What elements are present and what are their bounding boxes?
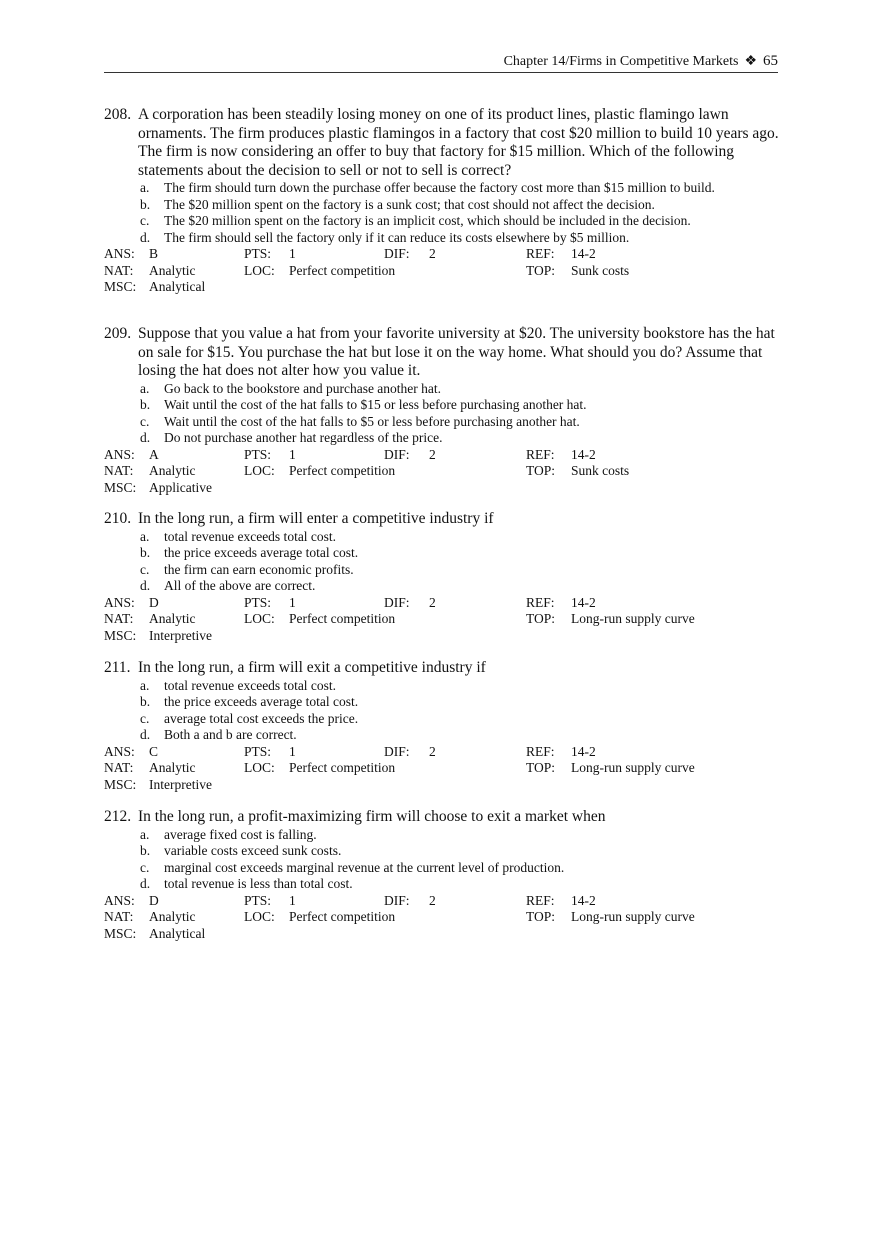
question-stem bbox=[104, 325, 784, 381]
choice-letter: c. bbox=[140, 710, 150, 726]
choice-list bbox=[104, 180, 784, 246]
meta-row-ans bbox=[104, 595, 784, 612]
question-text: In the long run, a firm will enter a competitive industry if bbox=[138, 510, 494, 527]
choice-text: the firm can earn economic profits. bbox=[164, 561, 354, 577]
question-metadata bbox=[104, 744, 784, 794]
top-value: Sunk costs bbox=[571, 463, 630, 479]
loc-value: Perfect competition bbox=[289, 262, 396, 278]
choice-text: Go back to the bookstore and purchase another hat. bbox=[164, 380, 442, 396]
question-stem bbox=[104, 659, 784, 678]
loc-label: LOC: bbox=[244, 611, 275, 627]
choice-a bbox=[104, 827, 784, 844]
choice-letter: a. bbox=[140, 528, 150, 544]
meta-row-nat bbox=[104, 611, 784, 628]
meta-row-ans bbox=[104, 744, 784, 761]
loc-value: Perfect competition bbox=[289, 463, 396, 479]
choice-d bbox=[104, 430, 784, 447]
choice-letter: b. bbox=[140, 694, 151, 709]
diamond-ornament-icon: ❖ bbox=[744, 54, 757, 69]
nat-label: NAT: bbox=[104, 909, 134, 925]
choice-d bbox=[104, 578, 784, 595]
msc-value: Applicative bbox=[149, 479, 212, 495]
msc-label: MSC: bbox=[104, 279, 137, 295]
meta-row-msc bbox=[104, 279, 784, 296]
ans-value: A bbox=[149, 446, 159, 462]
dif-value: 2 bbox=[429, 246, 436, 261]
dif-label: DIF: bbox=[384, 892, 410, 908]
msc-label: MSC: bbox=[104, 776, 137, 792]
question-stem bbox=[104, 808, 784, 827]
pts-label: PTS: bbox=[244, 892, 272, 908]
choice-a bbox=[104, 529, 784, 546]
msc-value: Analytical bbox=[149, 925, 206, 941]
meta-row-nat bbox=[104, 463, 784, 480]
choice-b bbox=[104, 397, 784, 414]
choice-c bbox=[104, 213, 784, 230]
choice-text: Do not purchase another hat regardless of the price. bbox=[164, 430, 443, 445]
choice-text: total revenue exceeds total cost. bbox=[164, 528, 337, 544]
question-212 bbox=[104, 808, 784, 942]
ref-value: 14-2 bbox=[571, 743, 596, 759]
choice-letter: c. bbox=[140, 413, 150, 429]
choice-b bbox=[104, 843, 784, 860]
choice-text: The firm should sell the factory only if it can reduce its costs elsewhere by $5 million. bbox=[164, 229, 630, 245]
dif-label: DIF: bbox=[384, 594, 410, 610]
top-label: TOP: bbox=[526, 909, 556, 925]
question-208 bbox=[104, 106, 784, 296]
dif-value: 2 bbox=[429, 892, 436, 908]
dif-label: DIF: bbox=[384, 446, 410, 462]
ref-label: REF: bbox=[526, 743, 555, 759]
dif-value: 2 bbox=[429, 743, 436, 759]
pts-value: 1 bbox=[289, 594, 296, 610]
nat-value: Analytic bbox=[149, 262, 196, 278]
choice-letter: b. bbox=[140, 196, 151, 212]
ans-label: ANS: bbox=[104, 743, 135, 759]
loc-value: Perfect competition bbox=[289, 909, 396, 925]
choice-text: Both a and b are correct. bbox=[164, 727, 297, 742]
nat-label: NAT: bbox=[104, 611, 134, 627]
pts-value: 1 bbox=[289, 892, 296, 908]
choice-list bbox=[104, 381, 784, 447]
ans-label: ANS: bbox=[104, 892, 135, 908]
choice-d bbox=[104, 230, 784, 247]
choice-letter: b. bbox=[140, 397, 151, 412]
top-label: TOP: bbox=[526, 760, 556, 776]
meta-row-ans bbox=[104, 447, 784, 464]
choice-text: Wait until the cost of the hat falls to $15 or less before purchasing another hat. bbox=[164, 397, 587, 412]
nat-label: NAT: bbox=[104, 262, 134, 278]
choice-text: total revenue is less than total cost. bbox=[164, 876, 353, 891]
meta-row-ans bbox=[104, 893, 784, 910]
choice-text: average total cost exceeds the price. bbox=[164, 710, 359, 726]
msc-value: Analytical bbox=[149, 279, 206, 295]
pts-value: 1 bbox=[289, 246, 296, 261]
choice-text: All of the above are correct. bbox=[164, 578, 316, 593]
top-value: Sunk costs bbox=[571, 262, 630, 278]
pts-label: PTS: bbox=[244, 446, 272, 462]
choice-c bbox=[104, 860, 784, 877]
choice-letter: c. bbox=[140, 213, 150, 228]
pts-label: PTS: bbox=[244, 246, 272, 261]
choice-list bbox=[104, 827, 784, 893]
choice-text: average fixed cost is falling. bbox=[164, 826, 317, 842]
msc-value: Interpretive bbox=[149, 776, 212, 792]
meta-row-nat bbox=[104, 263, 784, 280]
nat-value: Analytic bbox=[149, 463, 196, 479]
question-text: In the long run, a profit-maximizing firm will choose to exit a market when bbox=[138, 808, 606, 825]
dif-label: DIF: bbox=[384, 743, 410, 759]
question-stem bbox=[104, 510, 784, 529]
msc-label: MSC: bbox=[104, 479, 137, 495]
ans-label: ANS: bbox=[104, 446, 135, 462]
choice-b bbox=[104, 197, 784, 214]
pts-value: 1 bbox=[289, 446, 296, 462]
question-number: 210. bbox=[104, 510, 132, 527]
nat-label: NAT: bbox=[104, 463, 134, 479]
meta-row-nat bbox=[104, 760, 784, 777]
loc-value: Perfect competition bbox=[289, 760, 396, 776]
choice-text: The $20 million spent on the factory is an implicit cost, which should be included in the decision. bbox=[164, 213, 691, 228]
choice-c bbox=[104, 711, 784, 728]
ref-value: 14-2 bbox=[571, 594, 596, 610]
choice-letter: b. bbox=[140, 843, 151, 858]
ref-label: REF: bbox=[526, 246, 555, 261]
meta-row-msc bbox=[104, 628, 784, 645]
loc-label: LOC: bbox=[244, 760, 275, 776]
chapter-title: Chapter 14/Firms in Competitive Markets bbox=[503, 54, 739, 69]
header-rule bbox=[104, 72, 778, 73]
meta-row-msc bbox=[104, 777, 784, 794]
msc-label: MSC: bbox=[104, 627, 137, 643]
meta-row-msc bbox=[104, 926, 784, 943]
choice-c bbox=[104, 562, 784, 579]
page-number: 65 bbox=[763, 53, 778, 69]
ref-value: 14-2 bbox=[571, 246, 596, 261]
ref-value: 14-2 bbox=[571, 892, 596, 908]
question-number: 208. bbox=[104, 106, 132, 123]
top-value: Long-run supply curve bbox=[571, 909, 695, 925]
top-label: TOP: bbox=[526, 262, 556, 278]
pts-label: PTS: bbox=[244, 594, 272, 610]
choice-text: Wait until the cost of the hat falls to $5 or less before purchasing another hat. bbox=[164, 413, 580, 429]
choice-text: The firm should turn down the purchase offer because the factory cost more than $15 million to build. bbox=[164, 180, 715, 195]
ref-value: 14-2 bbox=[571, 446, 596, 462]
choice-c bbox=[104, 414, 784, 431]
meta-row-msc bbox=[104, 480, 784, 497]
choice-letter: a. bbox=[140, 380, 150, 396]
choice-letter: a. bbox=[140, 180, 150, 195]
pts-value: 1 bbox=[289, 743, 296, 759]
loc-label: LOC: bbox=[244, 262, 275, 278]
choice-letter: b. bbox=[140, 545, 151, 560]
dif-label: DIF: bbox=[384, 246, 410, 261]
question-metadata bbox=[104, 595, 784, 645]
choice-letter: d. bbox=[140, 229, 151, 245]
choice-a bbox=[104, 381, 784, 398]
choice-letter: d. bbox=[140, 876, 151, 891]
question-text: A corporation has been steadily losing money on one of its product lines, plastic flamingo lawn ornaments. The firm produces plastic flamingos in a factory that cost $20 million to build 10 years ago. The firm is now considering an offer to buy that factory for $15 million. Which of the following statements about the decision to sell or not to sell is correct? bbox=[138, 106, 779, 179]
question-metadata bbox=[104, 246, 784, 296]
choice-b bbox=[104, 545, 784, 562]
loc-label: LOC: bbox=[244, 463, 275, 479]
question-metadata bbox=[104, 893, 784, 943]
nat-value: Analytic bbox=[149, 909, 196, 925]
top-label: TOP: bbox=[526, 611, 556, 627]
choice-list bbox=[104, 529, 784, 595]
question-stem bbox=[104, 106, 784, 180]
dif-value: 2 bbox=[429, 446, 436, 462]
choice-letter: d. bbox=[140, 727, 151, 742]
choice-text: the price exceeds average total cost. bbox=[164, 694, 359, 709]
choice-letter: d. bbox=[140, 430, 151, 445]
ans-value: D bbox=[149, 594, 159, 610]
question-210 bbox=[104, 510, 784, 644]
ref-label: REF: bbox=[526, 594, 555, 610]
ref-label: REF: bbox=[526, 446, 555, 462]
pts-label: PTS: bbox=[244, 743, 272, 759]
choice-text: marginal cost exceeds marginal revenue at the current level of production. bbox=[164, 859, 565, 875]
choice-a bbox=[104, 180, 784, 197]
nat-value: Analytic bbox=[149, 611, 196, 627]
choice-letter: c. bbox=[140, 859, 150, 875]
question-number: 211. bbox=[104, 659, 131, 676]
loc-label: LOC: bbox=[244, 909, 275, 925]
choice-a bbox=[104, 678, 784, 695]
top-label: TOP: bbox=[526, 463, 556, 479]
ans-label: ANS: bbox=[104, 594, 135, 610]
choice-letter: d. bbox=[140, 578, 151, 593]
ans-value: D bbox=[149, 892, 159, 908]
question-209 bbox=[104, 325, 784, 496]
choice-letter: a. bbox=[140, 677, 150, 693]
meta-row-ans bbox=[104, 246, 784, 263]
dif-value: 2 bbox=[429, 594, 436, 610]
ref-label: REF: bbox=[526, 892, 555, 908]
choice-d bbox=[104, 727, 784, 744]
nat-value: Analytic bbox=[149, 760, 196, 776]
choice-letter: c. bbox=[140, 561, 150, 577]
choice-d bbox=[104, 876, 784, 893]
top-value: Long-run supply curve bbox=[571, 611, 695, 627]
choice-text: total revenue exceeds total cost. bbox=[164, 677, 337, 693]
ans-value: C bbox=[149, 743, 159, 759]
question-text: Suppose that you value a hat from your favorite university at $20. The university bookstore has the hat on sale for $15. You purchase the hat but lose it on the way home. What should you do? Assume that losing the hat does not alter how you value it. bbox=[138, 325, 775, 379]
ans-value: B bbox=[149, 246, 159, 261]
question-text: In the long run, a firm will exit a competitive industry if bbox=[138, 659, 486, 676]
choice-text: the price exceeds average total cost. bbox=[164, 545, 359, 560]
page-header bbox=[104, 52, 778, 71]
meta-row-nat bbox=[104, 909, 784, 926]
choice-text: The $20 million spent on the factory is a sunk cost; that cost should not affect the decision. bbox=[164, 196, 655, 212]
question-number: 212. bbox=[104, 808, 132, 825]
question-metadata bbox=[104, 447, 784, 497]
loc-value: Perfect competition bbox=[289, 611, 396, 627]
msc-value: Interpretive bbox=[149, 627, 212, 643]
nat-label: NAT: bbox=[104, 760, 134, 776]
choice-b bbox=[104, 694, 784, 711]
choice-text: variable costs exceed sunk costs. bbox=[164, 843, 342, 858]
choice-letter: a. bbox=[140, 826, 150, 842]
msc-label: MSC: bbox=[104, 925, 137, 941]
ans-label: ANS: bbox=[104, 246, 135, 261]
choice-list bbox=[104, 678, 784, 744]
question-211 bbox=[104, 659, 784, 793]
top-value: Long-run supply curve bbox=[571, 760, 695, 776]
question-number: 209. bbox=[104, 325, 132, 342]
